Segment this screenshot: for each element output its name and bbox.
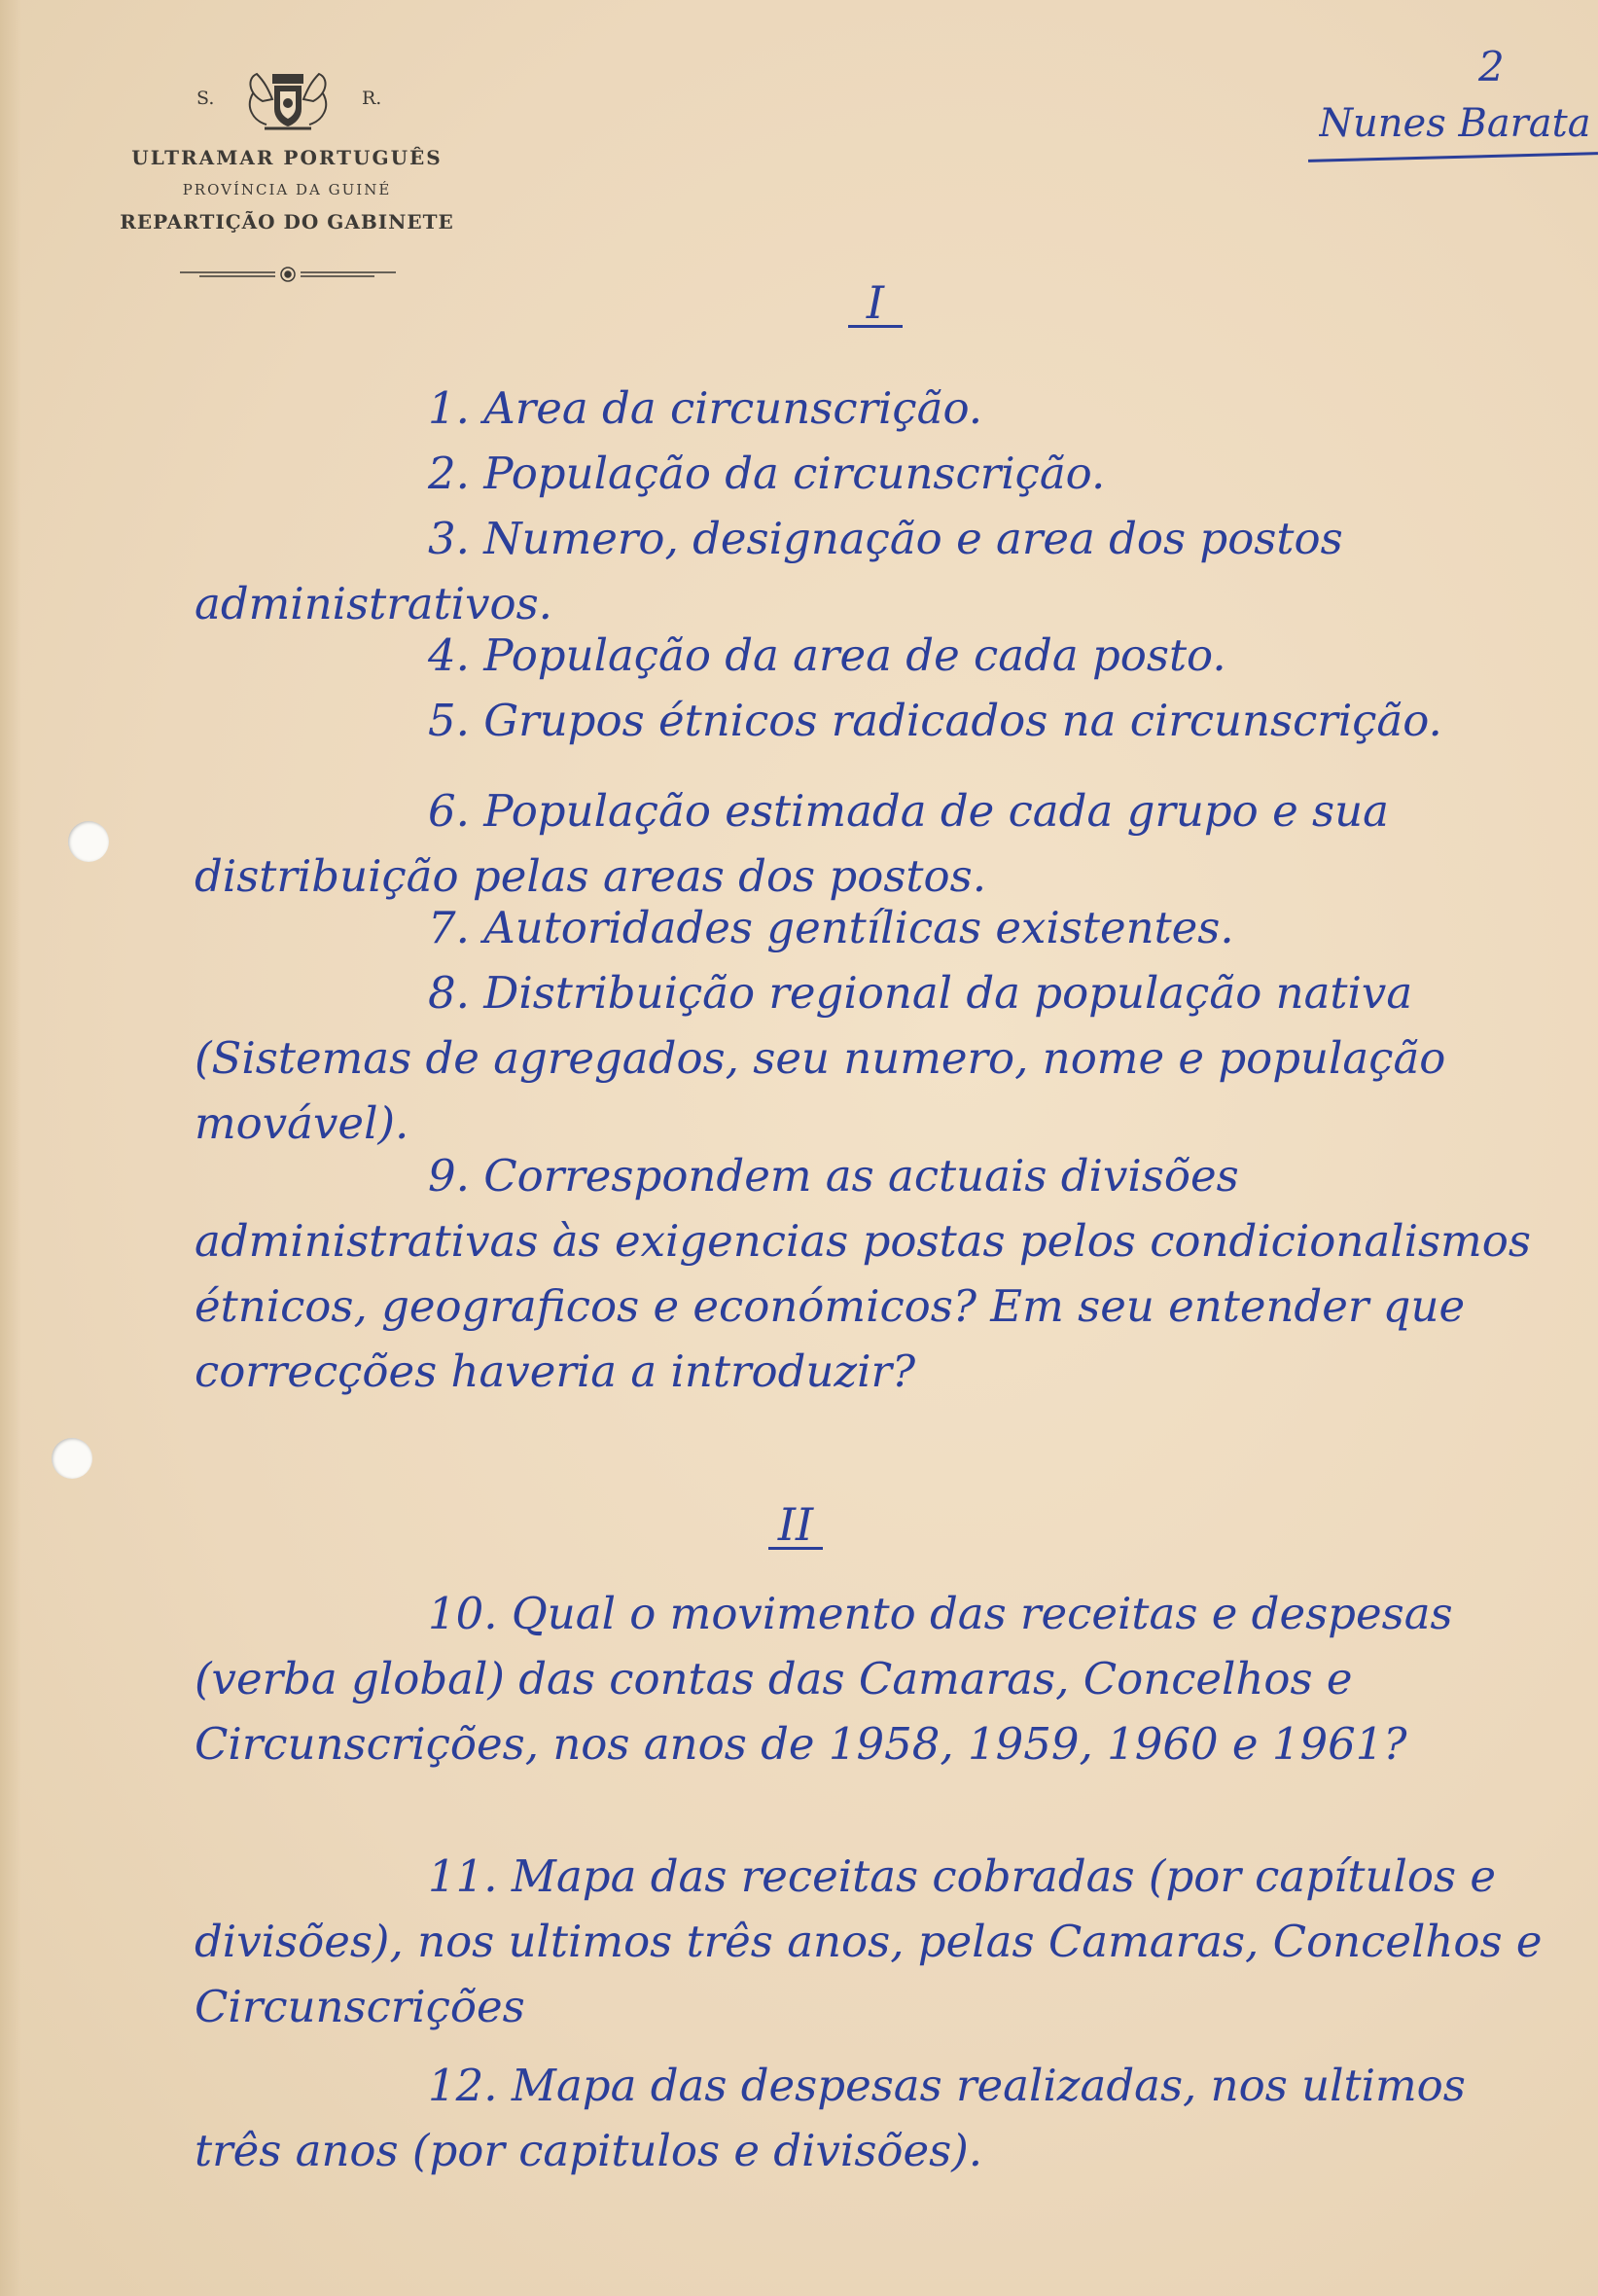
question-item: 9. Correspondem as actuais divisões administrativas às exigencias postas pelos condicionalismos étnicos, geograficos e económicos? Em seu entender que correcções haveria a introduzir? (195, 1150, 1531, 1397)
letterhead-line-reparticao: REPARTIÇÃO DO GABINETE (120, 210, 454, 233)
coat-of-arms-icon (243, 64, 333, 138)
question-item: 7. Autoridades gentílicas existentes. (428, 902, 1234, 953)
question-item: 10. Qual o movimento das receitas e despesas (verba global) das contas das Camaras, Concelhos e Circunscrições, nos anos de 1958, 1959, 1960 e 1961? (195, 1588, 1453, 1770)
punch-hole (52, 1438, 92, 1479)
letterhead-left-initial: S. (196, 88, 215, 109)
author-note: Nunes Barata (1319, 101, 1591, 146)
question-item: 1. Area da circunscrição. (428, 382, 983, 434)
page-number: 2 (1478, 43, 1505, 90)
paper-edge (0, 0, 21, 2296)
punch-hole (68, 821, 109, 862)
question-item: 11. Mapa das receitas cobradas (por capítulos e divisões), nos ultimos três anos, pelas Camaras, Concelhos e Circunscrições (195, 1850, 1543, 2032)
question-item: 5. Grupos étnicos radicados na circunscrição. (428, 695, 1442, 746)
question-item: 2. População da circunscrição. (428, 448, 1106, 499)
question-item: 12. Mapa das despesas realizadas, nos ultimos três anos (por capitulos e divisões). (195, 2060, 1466, 2176)
question-item: 8. Distribuição regional da população nativa (Sistemas de agregados, seu numero, nome e população movável). (195, 967, 1446, 1149)
section-title-text: I (866, 276, 885, 329)
letterhead-right-initial: R. (362, 88, 382, 109)
ornament-divider (180, 265, 396, 284)
question-item: 6. População estimada de cada grupo e sua distribuição pelas areas dos postos. (195, 785, 1389, 902)
letterhead-crest-row (97, 60, 477, 146)
letterhead (97, 60, 477, 233)
question-item: 3. Numero, designação e area dos postos administrativos. (195, 513, 1343, 629)
letterhead-line-ultramar: ULTRAMAR PORTUGUÊS (131, 146, 443, 169)
section-title-1 (848, 276, 903, 328)
question-item: 4. População da area de cada posto. (428, 629, 1226, 681)
section-title-2 (768, 1498, 823, 1550)
section-title-text: II (777, 1498, 814, 1551)
letterhead-line-provincia: PROVÍNCIA DA GUINÉ (182, 181, 392, 198)
